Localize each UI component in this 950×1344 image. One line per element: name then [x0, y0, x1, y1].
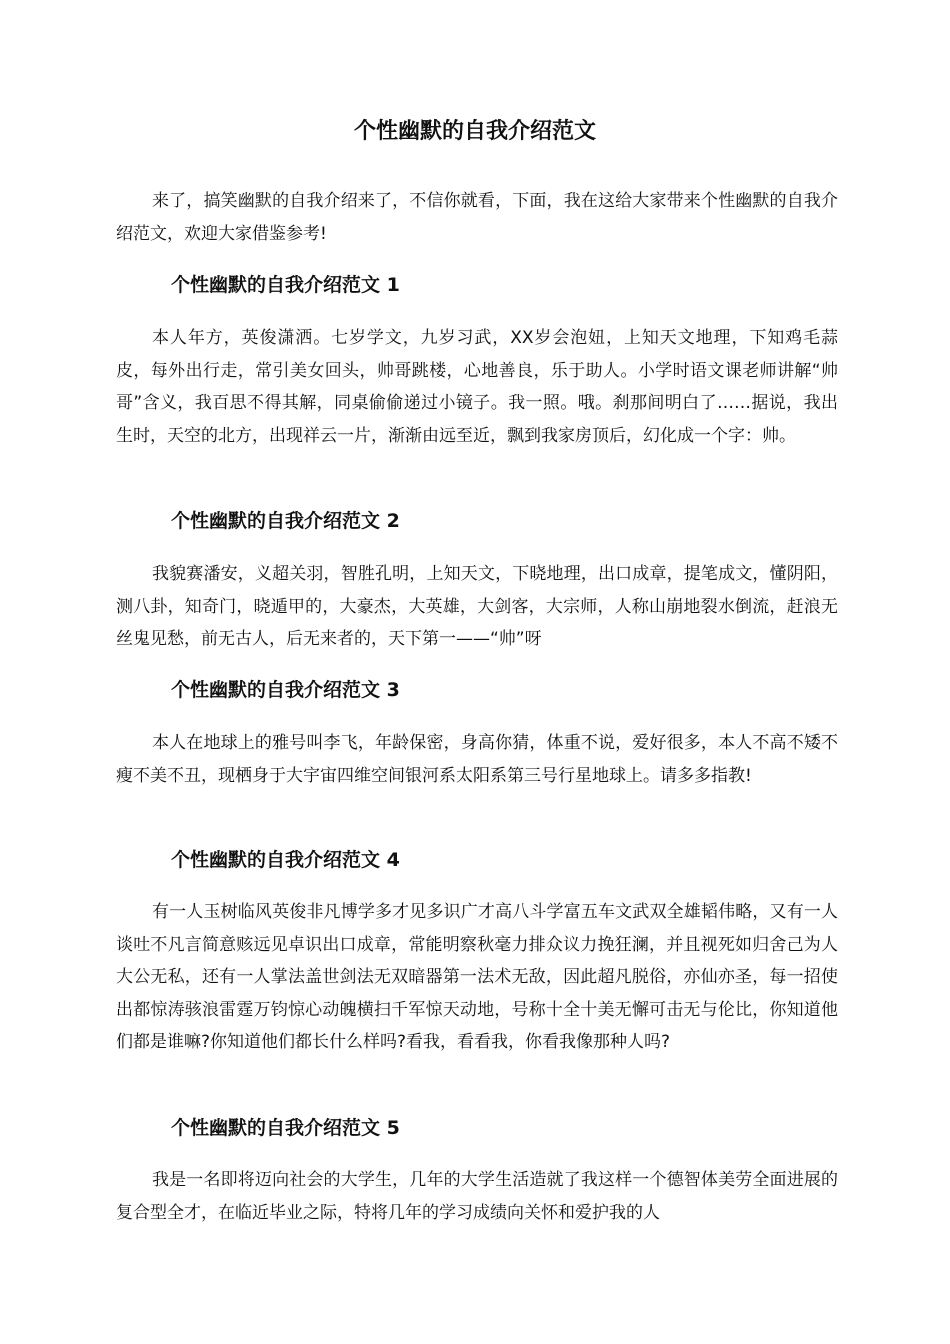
section-heading-4 [171, 845, 831, 875]
section-number: 3 [386, 679, 400, 701]
section-number: 5 [386, 1117, 400, 1139]
section-body-1: 本人年方，英俊潇洒。七岁学文，九岁习武，XX岁会泡妞，上知天文地理，下知鸡毛蒜皮，每外出行走，常引美女回头，帅哥跳楼，心地善良，乐于助人。小学时语文课老师讲解“帅哥”含义，我百思不得其解，同桌偷偷递过小镜子。我一照。哦。刹那间明白了……据说，我出生时，天空的北方，出现祥云一片，渐渐由远至近，飘到我家房顶后，幻化成一个字：帅。 [116, 328, 838, 446]
document-title: 个性幽默的自我介绍范文 [353, 119, 596, 144]
section-heading-2 [171, 506, 831, 536]
section-number: 2 [386, 510, 400, 532]
section-heading-1 [171, 270, 831, 300]
section-heading-text: 个性幽默的自我介绍范文 [171, 849, 381, 871]
section-body-2: 我貌赛潘安，义超关羽，智胜孔明，上知天文，下晓地理，出口成章，提笔成文，懂阴阳，测八卦，知奇门，晓遁甲的，大豪杰，大英雄，大剑客，大宗师，人称山崩地裂水倒流，赶浪无丝鬼见愁，前无古人，后无来者的，天下第一——“帅”呀 [116, 564, 838, 650]
section-heading-3 [171, 675, 831, 705]
section-heading-text: 个性幽默的自我介绍范文 [171, 510, 381, 532]
section-body-4: 有一人玉树临风英俊非凡博学多才见多识广才高八斗学富五车文武双全雄韬伟略，又有一人谈吐不凡言简意赅远见卓识出口成章，常能明察秋毫力排众议力挽狂澜，并且视死如归舍己为人大公无私，还有一人掌法盖世剑法无双暗器第一法术无敌，因此超凡脱俗，亦仙亦圣，每一招使出都惊涛骇浪雷霆万钧惊心动魄横扫千军惊天动地，号称十全十美无懈可击无与伦比，你知道他们都是谁嘛?你知道他们都长什么样吗?看我，看看我，你看我像那种人吗? [116, 902, 838, 1053]
section-body-5: 我是一名即将迈向社会的大学生，几年的大学生活造就了我这样一个德智体美劳全面进展的复合型全才，在临近毕业之际，特将几年的学习成绩向关怀和爱护我的人 [116, 1170, 838, 1223]
section-heading-text: 个性幽默的自我介绍范文 [171, 679, 381, 701]
section-heading-text: 个性幽默的自我介绍范文 [171, 1117, 381, 1139]
section-number: 4 [386, 849, 400, 871]
section-heading-5 [171, 1113, 831, 1143]
section-heading-text: 个性幽默的自我介绍范文 [171, 274, 381, 296]
section-body-3: 本人在地球上的雅号叫李飞，年龄保密，身高你猜，体重不说，爱好很多，本人不高不矮不瘦不美不丑，现栖身于大宇宙四维空间银河系太阳系第三号行星地球上。请多多指教! [116, 733, 838, 786]
section-number: 1 [386, 274, 400, 296]
intro-paragraph: 来了，搞笑幽默的自我介绍来了，不信你就看，下面，我在这给大家带来个性幽默的自我介绍范文，欢迎大家借鉴参考! [116, 191, 838, 244]
